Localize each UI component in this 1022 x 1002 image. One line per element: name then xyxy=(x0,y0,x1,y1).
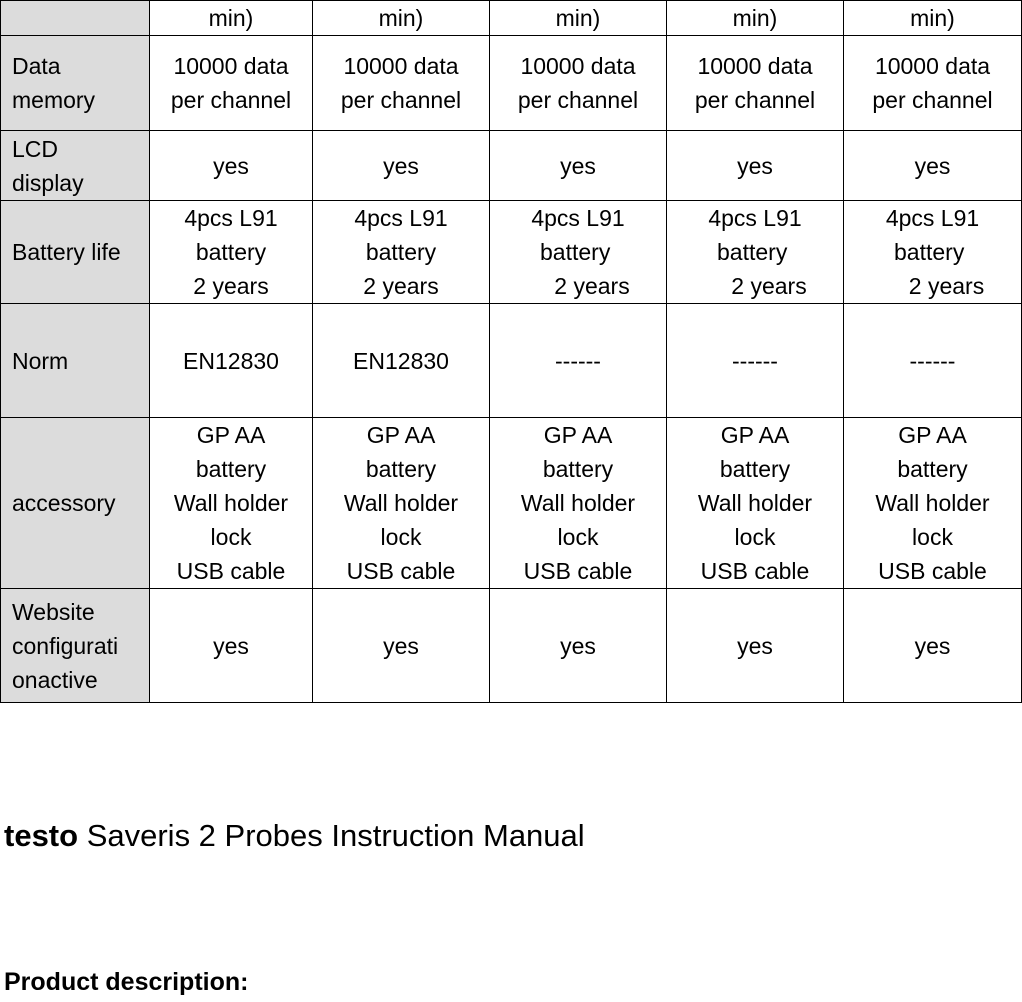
cell-line: 4pcs L91 xyxy=(184,205,278,231)
table-cell xyxy=(844,36,1022,131)
cell-line: battery xyxy=(365,456,437,482)
cell-line: battery xyxy=(195,239,267,265)
label-line: display xyxy=(12,169,84,196)
cell-line: yes xyxy=(213,632,249,659)
table-cell xyxy=(844,304,1022,418)
row-label xyxy=(1,201,150,304)
cell-line: yes xyxy=(914,632,951,659)
cell-line: ------ xyxy=(555,347,601,374)
header-cell: min) xyxy=(490,1,667,36)
table-cell xyxy=(490,36,667,131)
cell-line: battery xyxy=(195,456,267,482)
label-line: Battery life xyxy=(12,239,121,265)
row-label xyxy=(1,304,150,418)
cell-line: GP AA xyxy=(543,422,613,448)
table-cell xyxy=(667,418,844,589)
row-label xyxy=(1,418,150,589)
table-cell xyxy=(667,131,844,201)
row-label xyxy=(1,131,150,201)
cell-line: 10000 data xyxy=(173,53,289,79)
cell-line: battery xyxy=(540,239,611,265)
cell-line: per channel xyxy=(517,87,639,113)
cell-line: yes xyxy=(383,152,419,179)
cell-line: 4pcs L91 xyxy=(885,205,980,231)
spec-table-body xyxy=(1,1,1022,703)
cell-line: USB cable xyxy=(176,558,286,584)
manual-title-text: Saveris 2 Probes Instruction Manual xyxy=(86,818,585,853)
cell-line: Wall holder xyxy=(697,490,813,516)
cell-line: yes xyxy=(383,632,419,659)
label-line: Website xyxy=(12,598,95,625)
table-row-data-memory xyxy=(1,36,1022,131)
cell-line: yes xyxy=(914,152,951,179)
label-line: accessory xyxy=(12,490,116,516)
table-cell xyxy=(150,36,313,131)
cell-line: yes xyxy=(737,152,773,179)
table-cell xyxy=(313,418,490,589)
label-line: Norm xyxy=(12,347,69,374)
cell-line: per channel xyxy=(694,87,816,113)
cell-line: 2 years xyxy=(908,273,985,299)
cell-line: 2 years xyxy=(731,273,807,299)
table-row-website-configuration xyxy=(1,589,1022,703)
row-label xyxy=(1,36,150,131)
brand-name: testo xyxy=(4,818,79,853)
header-cell: min) xyxy=(667,1,844,36)
cell-line: 4pcs L91 xyxy=(354,205,448,231)
cell-line: GP AA xyxy=(720,422,790,448)
cell-line: Wall holder xyxy=(520,490,636,516)
label-line: Data xyxy=(12,53,61,79)
table-cell xyxy=(490,304,667,418)
cell-line: yes xyxy=(560,632,596,659)
table-cell xyxy=(313,201,490,304)
cell-line: Wall holder xyxy=(875,490,990,516)
table-cell xyxy=(490,131,667,201)
table-cell xyxy=(844,418,1022,589)
table-cell xyxy=(150,131,313,201)
cell-line: ------ xyxy=(732,347,778,374)
cell-line: GP AA xyxy=(366,422,436,448)
cell-line: 10000 data xyxy=(697,53,813,79)
cell-line: lock xyxy=(912,524,953,550)
table-cell xyxy=(667,201,844,304)
label-line: configurati xyxy=(12,632,119,659)
table-cell xyxy=(150,201,313,304)
cell-line: 2 years xyxy=(554,273,630,299)
cell-line: USB cable xyxy=(878,558,987,584)
cell-line: battery xyxy=(365,239,437,265)
cell-line: yes xyxy=(560,152,596,179)
cell-line: battery xyxy=(717,239,788,265)
header-cell: min) xyxy=(150,1,313,36)
table-row-header xyxy=(1,1,1022,36)
cell-line: 10000 data xyxy=(343,53,459,79)
table-cell xyxy=(313,131,490,201)
cell-line: lock xyxy=(557,524,599,550)
cell-line: GP AA xyxy=(898,422,967,448)
cell-line: per channel xyxy=(170,87,292,113)
cell-line: 4pcs L91 xyxy=(531,205,625,231)
table-row-lcd-display xyxy=(1,131,1022,201)
cell-line: EN12830 xyxy=(353,347,449,374)
cell-line: USB cable xyxy=(700,558,810,584)
cell-line: battery xyxy=(897,456,968,482)
cell-line: yes xyxy=(213,152,249,179)
cell-line: 2 years xyxy=(363,273,439,299)
table-cell xyxy=(844,589,1022,703)
cell-line: Wall holder xyxy=(343,490,459,516)
table-cell xyxy=(490,201,667,304)
table-cell xyxy=(150,418,313,589)
cell-line: per channel xyxy=(340,87,462,113)
table-cell xyxy=(667,589,844,703)
table-cell xyxy=(667,36,844,131)
table-cell xyxy=(150,304,313,418)
row-label-empty xyxy=(1,1,150,36)
label-line: memory xyxy=(12,87,96,113)
table-cell xyxy=(313,36,490,131)
cell-line: 4pcs L91 xyxy=(708,205,802,231)
cell-line: 2 years xyxy=(193,273,269,299)
cell-line: lock xyxy=(734,524,776,550)
cell-line: 10000 data xyxy=(520,53,636,79)
table-cell xyxy=(667,304,844,418)
section-heading: Product description: xyxy=(4,968,249,996)
cell-line: battery xyxy=(719,456,791,482)
cell-line: battery xyxy=(542,456,614,482)
cell-line: GP AA xyxy=(196,422,266,448)
table-cell xyxy=(313,589,490,703)
cell-line: per channel xyxy=(872,87,993,113)
cell-line: lock xyxy=(210,524,252,550)
table-cell xyxy=(150,589,313,703)
cell-line: USB cable xyxy=(346,558,456,584)
row-label xyxy=(1,589,150,703)
table-row-norm xyxy=(1,304,1022,418)
table-cell xyxy=(313,304,490,418)
header-cell: min) xyxy=(313,1,490,36)
cell-line: 10000 data xyxy=(874,53,991,79)
table-cell xyxy=(490,418,667,589)
table-cell xyxy=(490,589,667,703)
label-line: LCD xyxy=(12,135,59,162)
cell-line: ------ xyxy=(909,347,956,374)
header-cell: min) xyxy=(844,1,1022,36)
table-row-battery-life xyxy=(1,201,1022,304)
cell-line: EN12830 xyxy=(183,347,279,374)
cell-line: lock xyxy=(380,524,422,550)
label-line: onactive xyxy=(12,666,98,693)
cell-line: battery xyxy=(894,239,965,265)
table-cell xyxy=(844,131,1022,201)
table-row-accessory xyxy=(1,418,1022,589)
table-cell xyxy=(844,201,1022,304)
cell-line: USB cable xyxy=(523,558,633,584)
cell-line: Wall holder xyxy=(173,490,289,516)
cell-line: yes xyxy=(737,632,773,659)
manual-title xyxy=(4,818,585,854)
